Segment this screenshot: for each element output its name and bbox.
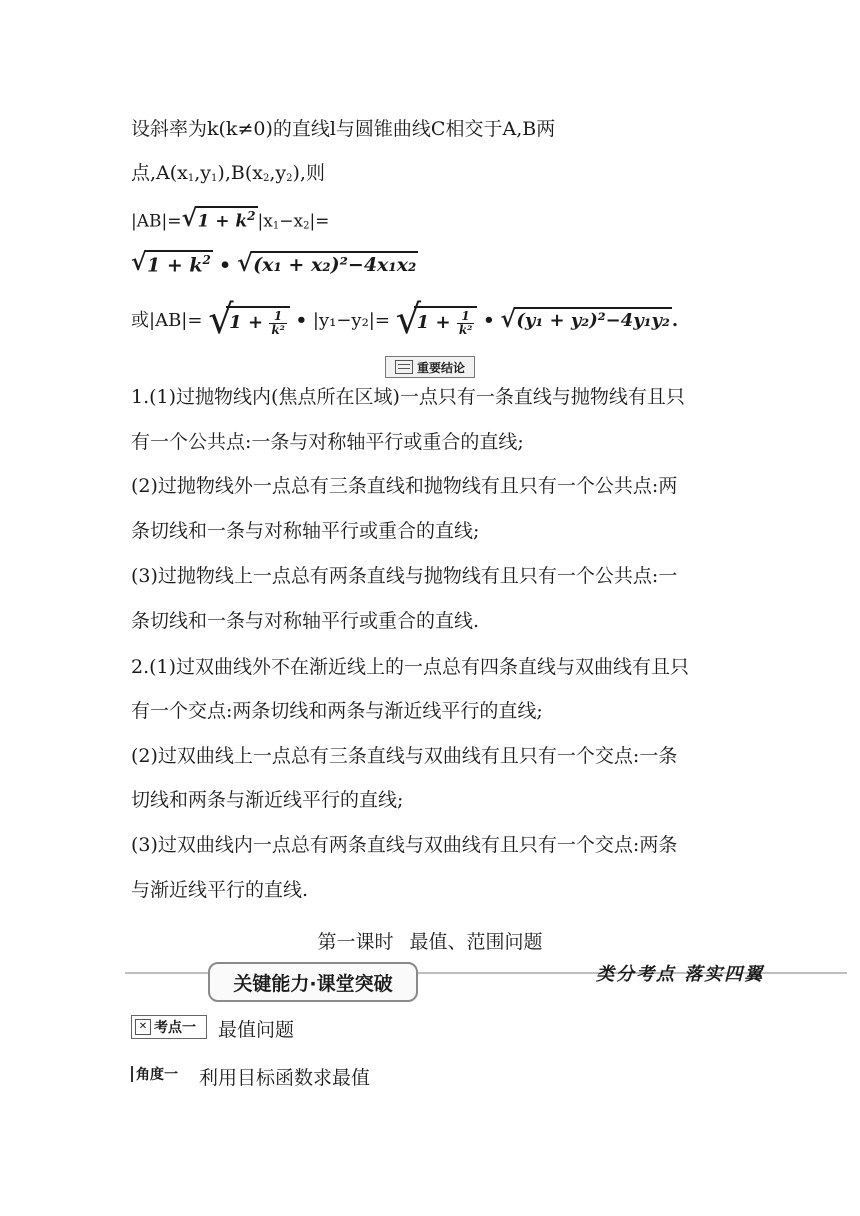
lesson-title: 第一课时 最值、范围问题 (317, 931, 543, 953)
conclusion-line: 1.(1)过抛物线内(焦点所在区域)一点只有一条直线与抛物线有且只 (131, 386, 685, 408)
jiaodu-tag: 角度一 (131, 1064, 178, 1084)
conclusion-line: 切线和两条与渐近线平行的直线; (131, 789, 404, 811)
conclusion-line: (3)过抛物线上一点总有两条直线与抛物线有且只有一个公共点:一 (131, 565, 678, 587)
key-conclusion-badge: 重要结论 (385, 356, 475, 378)
formula-ab-x: |AB|= √ $1 + k^2$ $|x_1-x_2|=$ (131, 203, 330, 232)
intro-line-2: 点$,A(x_1,y_1),B(x_2,y_2)$,则 (131, 162, 325, 184)
bar-marker-icon (131, 1066, 133, 1082)
kaodian-tag: ✕ 考点一 (131, 1015, 207, 1039)
intro-line-1: 设斜率为k(k≠0)的直线l与圆锥曲线C相交于A,B两 (131, 118, 556, 140)
conclusion-line: 有一个公共点:一条与对称轴平行或重合的直线; (131, 431, 524, 453)
close-box-icon: ✕ (135, 1019, 151, 1035)
conclusion-line: 条切线和一条与对称轴平行或重合的直线. (131, 610, 480, 632)
kaodian-title: 最值问题 (218, 1019, 295, 1041)
jiaodu-title: 利用目标函数求最值 (199, 1067, 371, 1089)
formula-y-expression: 或|AB|= √ 1 + $\frac{1}{\text{k²}}$ • |y₁−y₂|= √ 1 + $\frac{1}{\text{k²}}$ • √ (y₁ + y₂)²−4y₁y₂ . (131, 297, 679, 343)
conclusion-line: 与渐近线平行的直线. (131, 879, 309, 901)
banner-slogan: 类分考点 落实四翼 (596, 964, 765, 985)
conclusion-line: 2.(1)过双曲线外不在渐近线上的一点总有四条直线与双曲线有且只 (131, 656, 690, 678)
conclusion-line: (2)过抛物线外一点总有三条直线和抛物线有且只有一个公共点:两 (131, 475, 678, 497)
conclusion-line: 有一个交点:两条切线和两条与渐近线平行的直线; (131, 700, 543, 722)
conclusion-line: (3)过双曲线内一点总有两条直线与双曲线有且只有一个交点:两条 (131, 834, 678, 856)
list-icon (395, 360, 413, 374)
conclusion-line: (2)过双曲线上一点总有三条直线与双曲线有且只有一个交点:一条 (131, 745, 678, 767)
conclusion-line: 条切线和一条与对称轴平行或重合的直线; (131, 520, 480, 542)
section-banner: 关键能力·课堂突破 (208, 962, 418, 1002)
formula-x-expression: √ $1 + k^2$ • √ (x₁ + x₂)²−4x₁x₂ (131, 247, 417, 278)
